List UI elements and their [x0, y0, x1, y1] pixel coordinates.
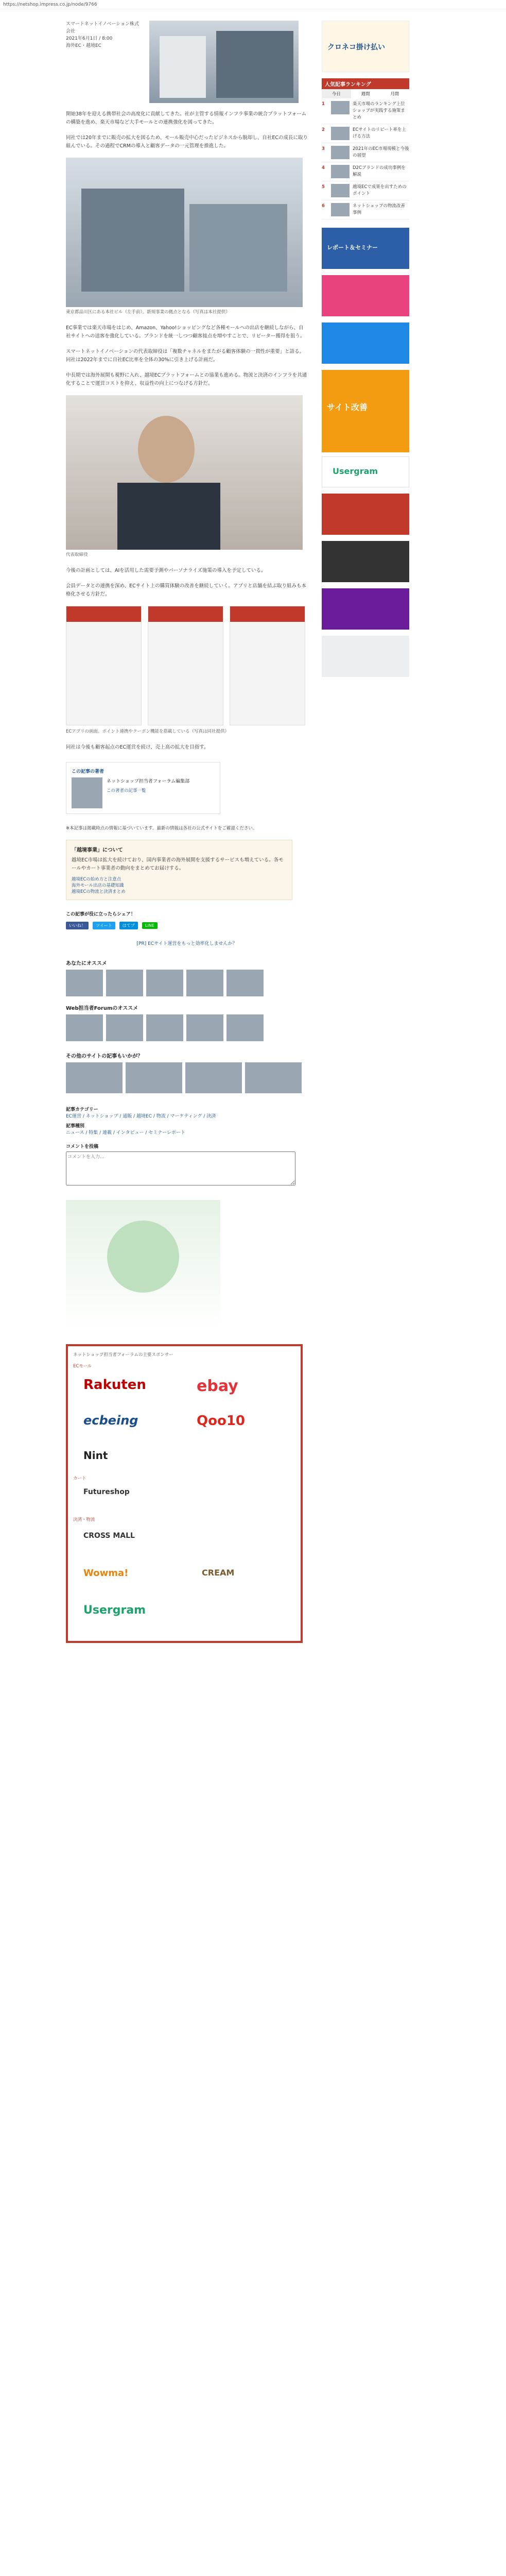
hatebu-button[interactable]: はてブ	[119, 922, 138, 929]
poll-grid	[66, 1062, 308, 1093]
ranking-item[interactable]: 6 ネットショップの物流改善事例	[322, 200, 409, 219]
ecbeing-logo[interactable]: ecbeing	[83, 1413, 138, 1428]
ranking-item[interactable]: 5 越境ECで成果を出すためのポイント	[322, 181, 409, 200]
sponsor-box	[66, 1344, 303, 1643]
ceo-photo-caption: 代表取締役	[66, 552, 88, 557]
other-site-thumb[interactable]	[185, 1062, 242, 1093]
sponsor-sub-1: ECモール	[73, 1364, 92, 1369]
comment-section	[66, 1143, 308, 1188]
sponsor-sub-2: カート	[73, 1476, 86, 1481]
ranking-item[interactable]: 4 D2Cブランドの成功事例を解説	[322, 162, 409, 181]
article-section: 海外EC・越境EC	[66, 43, 101, 48]
ad-banner-pink[interactable]	[322, 275, 409, 316]
ad-site-improve[interactable]: サイト改善	[322, 370, 409, 452]
building-photo	[66, 158, 303, 307]
web-recommend-title: Web担当者Forumのオススメ	[66, 1006, 138, 1011]
poll-title: その他のサイトの記事もいかが？	[66, 1054, 143, 1059]
ad-usergram[interactable]: Usergram	[322, 456, 409, 487]
author-box-title: この記事の著者	[72, 769, 104, 774]
recommend-title: あなたにオススメ	[66, 961, 107, 967]
other-site-thumb[interactable]	[126, 1062, 182, 1093]
recommend-thumb[interactable]	[186, 970, 223, 996]
recommend-grid	[66, 970, 308, 996]
comment-input[interactable]	[66, 1151, 295, 1185]
app-screen-3	[230, 606, 305, 725]
recommend-thumb[interactable]	[186, 1014, 223, 1041]
recommend-thumb[interactable]	[66, 970, 103, 996]
article-para-2: 同社では20年までに販売の拡大を図るため、モール販売中心だったビジネスから脱却し、自社ECの成長に取り組んでいる。その過程でCRMの導入と顧客データの一元管理を推進した。	[66, 135, 308, 149]
ad-kuroneko[interactable]	[322, 21, 409, 72]
share-section	[66, 910, 308, 929]
category-label-2: 記事種別	[66, 1124, 85, 1129]
url-bar[interactable]: https://netshop.impress.co.jp/node/9766	[0, 0, 506, 9]
author-name: ネットショップ担当者フォーラム編集部	[107, 779, 190, 784]
recommend-thumb[interactable]	[106, 970, 143, 996]
article-para-8: 同社は今後も顧客起点のEC運営を続け、売上高の拡大を目指す。	[66, 744, 209, 750]
ranking-tab-today[interactable]: 今日	[322, 89, 351, 98]
recommend-thumb[interactable]	[226, 970, 264, 996]
article-para-3: EC事業では楽天市場をはじめ、Amazon、Yahoo!ショッピングなど各種モールへの出店を継続しながら、自社サイトへの送客を強化している。ブランドを統一しつつ顧客接点を増やすことで、リピーター獲得を狙う。	[66, 325, 305, 339]
author-box	[66, 762, 220, 814]
building-photo-caption: 東京都品川区にある本社ビル（左手前）。新規事業の拠点となる（写真は本社提供）	[66, 310, 230, 315]
category-tags-2[interactable]: ニュース / 特集 / 連載 / インタビュー / セミナーレポート	[66, 1130, 186, 1136]
disclaimer-note: ※本記事は掲載時点の情報に基づいています。最新の情報は各社の公式サイトをご確認ください。	[66, 826, 257, 831]
promo-link[interactable]: [PR] ECサイト運営をもっと効率化しませんか？	[136, 941, 237, 946]
related-box	[66, 840, 292, 900]
web-recommend-grid	[66, 1014, 308, 1041]
author-avatar	[72, 777, 102, 808]
article-meta	[66, 21, 143, 103]
ad-kuroneko-text: クロネコ掛け払い	[327, 43, 385, 52]
ranking-tab-week[interactable]: 週間	[361, 92, 370, 97]
comment-title: コメントを投稿	[66, 1144, 99, 1149]
ad-banner-red[interactable]	[322, 494, 409, 535]
like-button[interactable]: いいね！	[66, 922, 89, 929]
ceo-photo	[66, 395, 303, 550]
ranking-tab-month[interactable]: 月間	[390, 92, 399, 97]
related-link-0[interactable]: 越境ECの始め方と注意点	[72, 877, 121, 882]
article-para-1: 開始38年を迎える携帯社会の高度化に貢献してきた。社が主管する情報インフラ事業の統合プラットフォームの構築を進め、楽天市場など大手モールとの連携強化を図ってきた。	[66, 111, 307, 125]
ad-banner-bottom[interactable]	[66, 1200, 220, 1329]
sponsor-sub-3: 決済・物流	[73, 1517, 95, 1522]
article-para-4: スマートネットイノベーションの代表取締役は「複数チャネルをまたがる顧客体験の一貫性が重要」と語る。同社は2022年までに自社EC比率を全体の30%に引き上げる計画だ。	[66, 349, 305, 363]
article-para-7: 会員データとの連携を深め、ECサイト上の購買体験の改善を継続していく。アプリと店舗を結ぶ取り組みも本格化させる方針だ。	[66, 583, 307, 597]
ad-banner-gray[interactable]	[322, 636, 409, 677]
company-name: スマートネットイノベーション株式会社	[66, 22, 139, 34]
ranking-item[interactable]: 3 2021年のEC市場規模と今後の展望	[322, 143, 409, 162]
ad-banner-dark[interactable]	[322, 541, 409, 582]
nint-logo[interactable]: Nint	[83, 1449, 108, 1462]
usergram-logo[interactable]: Usergram	[83, 1604, 146, 1617]
recommend-thumb[interactable]	[226, 1014, 264, 1041]
rakuten-logo[interactable]: Rakuten	[83, 1377, 146, 1393]
related-body: 越境EC市場は拡大を続けており、国内事業者の海外展開を支援するサービスも増えている。各モールやカート事業者の動向をまとめてお届けする。	[72, 857, 284, 871]
line-button[interactable]: LINE	[142, 922, 158, 929]
article-para-5: 中長期では海外展開も視野に入れ、越境ECプラットフォームとの協業も進める。物流と決済のインフラを共通化することで運営コストを抑え、収益性の向上につなげる方針だ。	[66, 372, 307, 386]
article-main	[66, 21, 308, 1643]
sponsor-title: ネットショップ担当者フォーラムの主要スポンサー	[73, 1352, 173, 1358]
recommend-thumb[interactable]	[146, 970, 183, 996]
categories	[66, 1106, 308, 1136]
app-screen-2	[148, 606, 223, 725]
recommend-thumb[interactable]	[106, 1014, 143, 1041]
cream-logo[interactable]: CREAM	[202, 1568, 235, 1578]
related-link-2[interactable]: 越境ECの物流と決済まとめ	[72, 889, 126, 894]
ebay-logo[interactable]: ebay	[197, 1377, 238, 1395]
author-articles-link[interactable]: この著者の記事一覧	[107, 788, 146, 793]
other-site-thumb[interactable]	[245, 1062, 302, 1093]
other-site-thumb[interactable]	[66, 1062, 123, 1093]
crossmall-logo[interactable]: CROSS MALL	[83, 1532, 135, 1540]
sidebar	[322, 21, 409, 677]
article-date: 2021年6月1日 / 8:00	[66, 36, 113, 41]
tweet-button[interactable]: ツイート	[93, 922, 115, 929]
ad-banner-blue[interactable]	[322, 323, 409, 364]
related-link-1[interactable]: 海外モール出店の基礎知識	[72, 883, 124, 888]
header-photo	[149, 21, 299, 103]
category-label-1: 記事カテゴリー	[66, 1107, 98, 1112]
recommend-thumb[interactable]	[146, 1014, 183, 1041]
ranking-title: 人気記事ランキング	[322, 78, 409, 89]
article-header	[66, 21, 308, 103]
app-screens	[66, 606, 308, 725]
ad-banner-purple[interactable]	[322, 588, 409, 630]
qoo10-logo[interactable]: Qoo10	[197, 1413, 246, 1429]
ad-report[interactable]: レポート＆セミナー	[322, 228, 409, 269]
article-para-6: 今後の計画としては、AIを活用した需要予測やパーソナライズ施策の導入を予定している。	[66, 568, 266, 573]
recommend-thumb[interactable]	[66, 1014, 103, 1041]
futureshop-logo[interactable]: Futureshop	[83, 1488, 130, 1496]
share-title: この記事が役に立ったらシェア！	[66, 912, 135, 917]
ranking-item[interactable]: 2 ECサイトのリピート率を上げる方法	[322, 124, 409, 143]
ranking-tabs	[322, 89, 409, 98]
app-screens-caption: ECアプリの画面。ポイント連携やクーポン機能を搭載している（写真は同社提供）	[66, 729, 229, 734]
related-title: 「越境事業」について	[72, 848, 123, 853]
wowma-logo[interactable]: Wowma!	[83, 1568, 129, 1579]
ranking-item[interactable]: 1 楽天市場のランキング上位ショップが実践する施策まとめ	[322, 98, 409, 124]
category-tags-1[interactable]: EC運営 / ネットショップ / 通販 / 越境EC / 物流 / マーケティング / 決済	[66, 1114, 216, 1119]
app-screen-1	[66, 606, 142, 725]
